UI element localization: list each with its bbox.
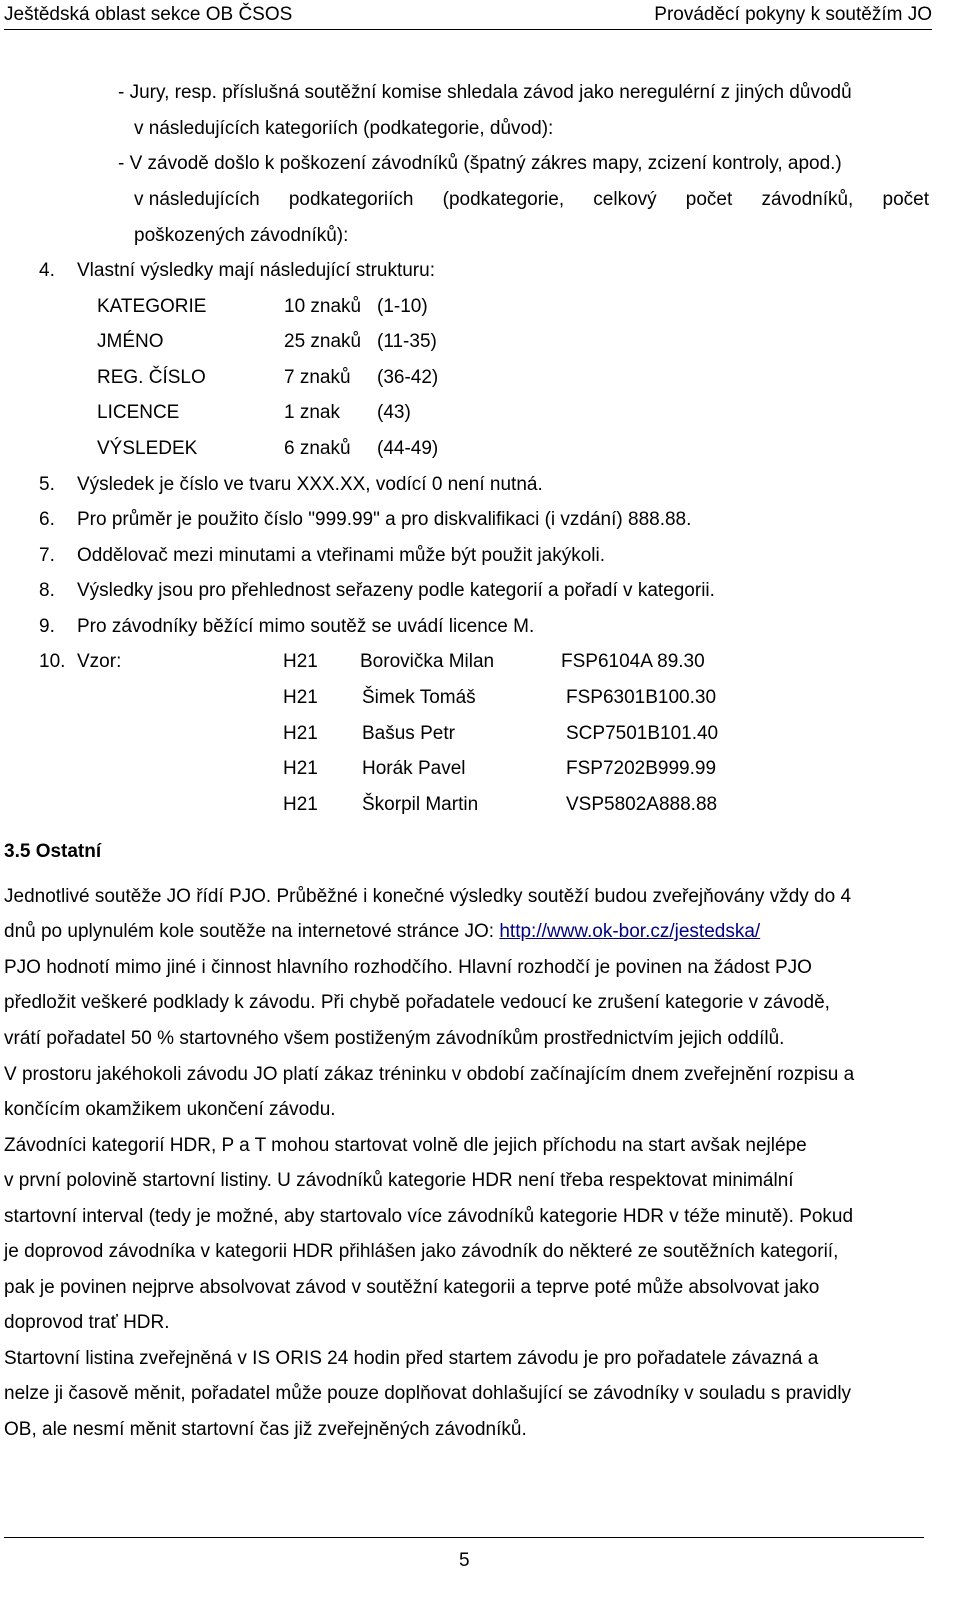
- word: v následujících: [134, 189, 260, 210]
- sample-category: H21: [283, 651, 318, 672]
- field-position: (44-49): [377, 438, 439, 459]
- item-number: 6.: [39, 509, 55, 530]
- field-name: REG. ČÍSLO: [97, 367, 206, 388]
- sample-label: Vzor:: [77, 651, 122, 672]
- paragraph-line: vrátí pořadatel 50 % startovného všem postiženým závodníkům prostřednictvím jejich oddílů.: [4, 1028, 785, 1049]
- field-length: 6 znaků: [284, 438, 351, 459]
- section-heading: 3.5 Ostatní: [4, 841, 102, 862]
- sample-name: Bašus Petr: [362, 723, 455, 744]
- field-position: (11-35): [377, 331, 437, 352]
- field-position: (43): [377, 402, 411, 423]
- item-text: Oddělovač mezi minutami a vteřinami může být použit jakýkoli.: [77, 545, 605, 566]
- word: počet: [685, 189, 733, 210]
- paragraph-line: nelze ji časově měnit, pořadatel může pouze doplňovat dohlašující se závodníky v souladu s pravidly: [4, 1383, 852, 1404]
- sample-category: H21: [283, 723, 318, 744]
- field-name: KATEGORIE: [97, 296, 207, 317]
- paragraph-line: [4, 920, 760, 944]
- item-number: 9.: [39, 616, 55, 637]
- paragraph-line: PJO hodnotí mimo jiné i činnost hlavního rozhodčího. Hlavní rozhodčí je povinen na žádost PJO: [4, 957, 812, 978]
- word: podkategoriích: [288, 189, 414, 210]
- jury-line-1: - Jury, resp. příslušná soutěžní komise shledala závod jako neregulérní z jiných důvodů: [118, 82, 852, 103]
- paragraph-line: doprovod trať HDR.: [4, 1312, 170, 1333]
- damage-line-2: [134, 188, 929, 212]
- paragraph-line: Jednotlivé soutěže JO řídí PJO. Průběžné i konečné výsledky soutěží budou zveřejňovány vždy do 4: [4, 886, 852, 907]
- paragraph-line: v první polovině startovní listiny. U závodníků kategorie HDR není třeba respektovat minimální: [4, 1170, 794, 1191]
- item-text: Vlastní výsledky mají následující strukturu:: [77, 260, 435, 281]
- sample-name: Borovička Milan: [360, 651, 495, 672]
- field-length: 1 znak: [284, 402, 340, 423]
- jury-line-2: v následujících kategoriích (podkategorie, důvod):: [134, 118, 554, 139]
- sample-name: Šimek Tomáš: [362, 687, 476, 708]
- paragraph-line: OB, ale nesmí měnit startovní čas již zveřejněných závodníků.: [4, 1419, 527, 1440]
- sample-category: H21: [283, 794, 318, 815]
- item-number: 10.: [39, 651, 66, 672]
- header-left-title: Ještědská oblast sekce OB ČSOS: [4, 4, 293, 25]
- paragraph-text: dnů po uplynulém kole soutěže na internetové stránce JO:: [4, 921, 500, 942]
- paragraph-line: Závodníci kategorií HDR, P a T mohou startovat volně dle jejich příchodu na start avšak nejlépe: [4, 1135, 807, 1156]
- damage-line-3: poškozených závodníků):: [134, 225, 349, 246]
- sample-category: H21: [283, 687, 318, 708]
- paragraph-line: je doprovod závodníka v kategorii HDR přihlášen jako závodník do některé ze soutěžních kategorií,: [4, 1241, 839, 1262]
- sample-result: FSP7202B999.99: [566, 758, 717, 779]
- field-position: (1-10): [377, 296, 428, 317]
- word: počet: [882, 189, 929, 210]
- field-name: LICENCE: [97, 402, 180, 423]
- paragraph-line: Startovní listina zveřejněná v IS ORIS 24 hodin před startem závodu je pro pořadatele závazná a: [4, 1348, 819, 1369]
- item-text: Výsledek je číslo ve tvaru XXX.XX, vodící 0 není nutná.: [77, 474, 543, 495]
- footer-rule: [4, 1537, 924, 1538]
- sample-result: VSP5802A888.88: [566, 794, 718, 815]
- word: závodníků,: [761, 189, 854, 210]
- item-number: 5.: [39, 474, 55, 495]
- sample-result: FSP6301B100.30: [566, 687, 717, 708]
- item-number: 4.: [39, 260, 55, 281]
- item-number: 8.: [39, 580, 55, 601]
- paragraph-line: startovní interval (tedy je možné, aby startovalo více závodníků kategorie HDR v téže minutě). Pokud: [4, 1206, 854, 1227]
- paragraph-line: pak je povinen nejprve absolvovat závod v soutěžní kategorii a teprve poté může absolvovat jako: [4, 1277, 820, 1298]
- field-length: 10 znaků: [284, 296, 362, 317]
- item-number: 7.: [39, 545, 55, 566]
- page-number: 5: [459, 1550, 470, 1571]
- field-length: 25 znaků: [284, 331, 362, 352]
- page-header: [4, 3, 932, 30]
- item-text: Pro závodníky běžící mimo soutěž se uvádí licence M.: [77, 616, 535, 637]
- field-name: JMÉNO: [97, 331, 164, 352]
- item-text: Pro průměr je použito číslo "999.99" a pro diskvalifikaci (i vzdání) 888.88.: [77, 509, 692, 530]
- sample-category: H21: [283, 758, 318, 779]
- damage-line-1: - V závodě došlo k poškození závodníků (špatný zákres mapy, zcizení kontroly, apod.): [118, 153, 842, 174]
- sample-name: Horák Pavel: [362, 758, 466, 779]
- field-position: (36-42): [377, 367, 439, 388]
- sample-name: Škorpil Martin: [362, 794, 479, 815]
- field-name: VÝSLEDEK: [97, 438, 198, 459]
- jo-website-link[interactable]: http://www.ok-bor.cz/jestedska/: [499, 921, 761, 942]
- word: celkový: [593, 189, 657, 210]
- header-right-title: Prováděcí pokyny k soutěžím JO: [654, 4, 932, 25]
- field-length: 7 znaků: [284, 367, 351, 388]
- paragraph-line: končícím okamžikem ukončení závodu.: [4, 1099, 336, 1120]
- paragraph-line: V prostoru jakéhokoli závodu JO platí zákaz tréninku v období začínajícím dnem zveřejnění rozpisu a: [4, 1064, 855, 1085]
- sample-result: FSP6104A 89.30: [561, 651, 705, 672]
- word: (podkategorie,: [442, 189, 565, 210]
- paragraph-line: předložit veškeré podklady k závodu. Při chybě pořadatele vedoucí ke zrušení kategorie v závodě,: [4, 992, 830, 1013]
- item-text: Výsledky jsou pro přehlednost seřazeny podle kategorií a pořadí v kategorii.: [77, 580, 715, 601]
- sample-result: SCP7501B101.40: [566, 723, 719, 744]
